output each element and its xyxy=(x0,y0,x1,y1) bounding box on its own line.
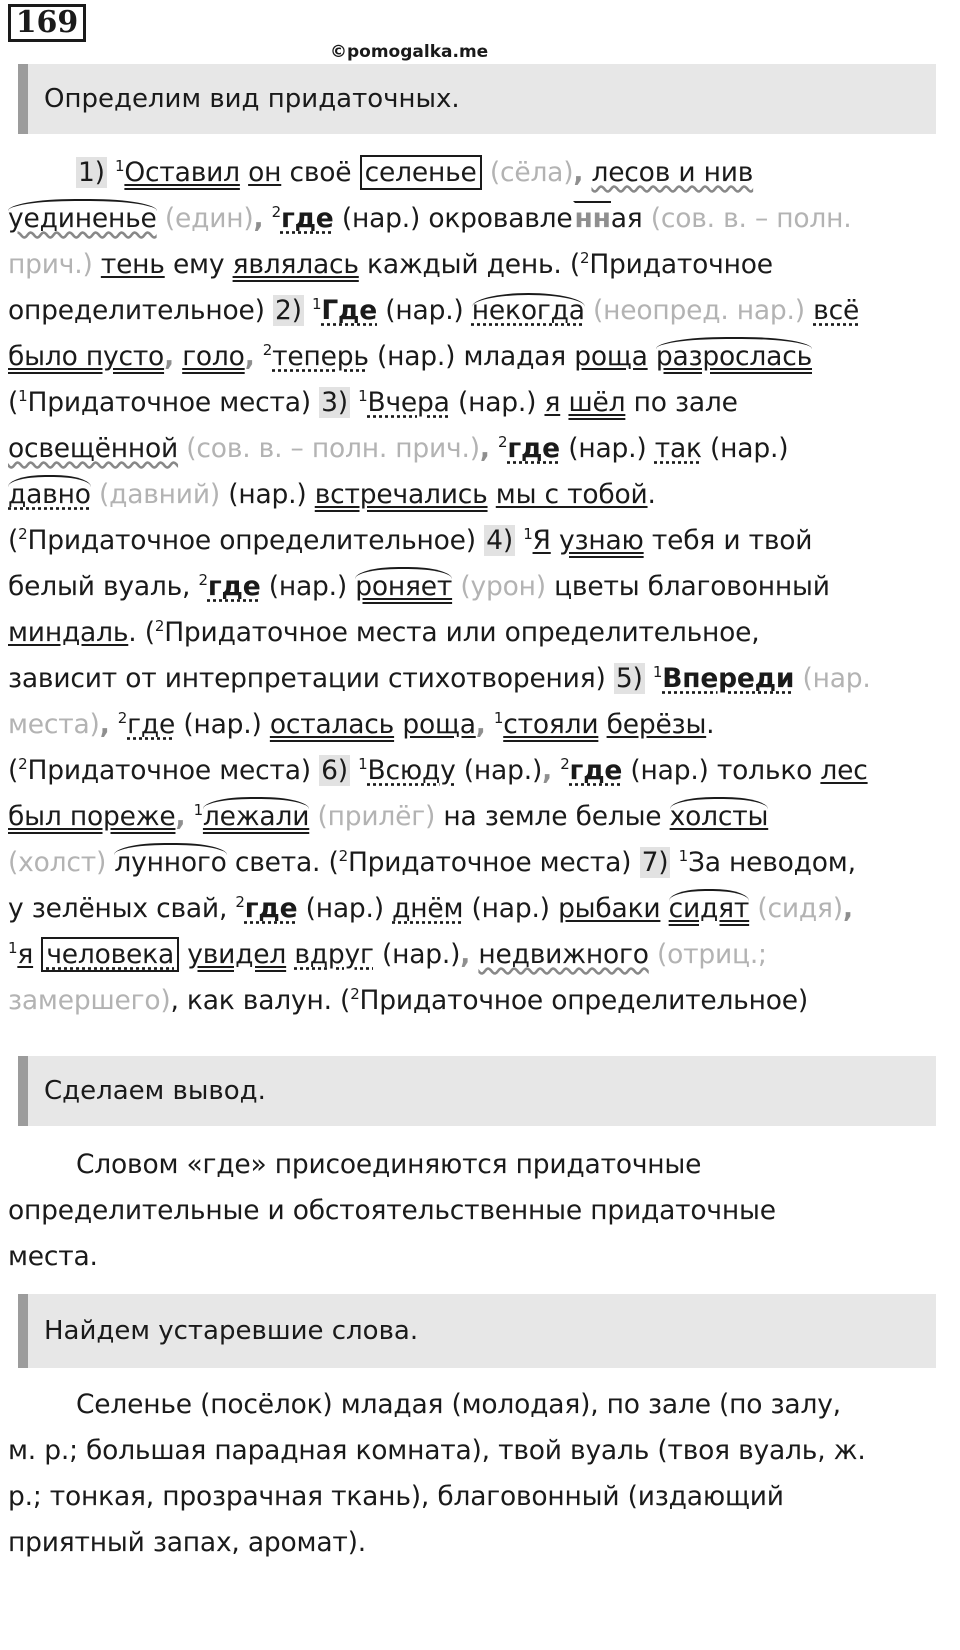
conjunctive-word: где xyxy=(127,709,176,740)
check-word: (сёла) xyxy=(489,157,574,188)
word: недвижного xyxy=(478,939,649,970)
clause-index: 1 xyxy=(358,755,368,774)
analysis-line xyxy=(8,196,908,242)
word: (нар.) xyxy=(228,479,307,510)
predicate: осталась xyxy=(269,709,395,740)
text-line: Селенье (посёлок) младая (молодая), по зале (по залу, xyxy=(76,1389,841,1420)
analysis-line xyxy=(8,610,908,656)
clause-index: 2 xyxy=(262,341,273,360)
analysis-line xyxy=(8,840,908,886)
item-number: 4) xyxy=(486,525,513,556)
conjunctive-word: где xyxy=(280,203,334,234)
check-word: (един) xyxy=(164,203,254,234)
banner-text: Найдем устаревшие слова. xyxy=(44,1316,419,1346)
word: (нар.) xyxy=(568,433,647,464)
item-number: 6) xyxy=(321,755,348,786)
word: лунного xyxy=(114,843,226,878)
word: . xyxy=(706,709,715,740)
word: определительное) xyxy=(8,295,265,326)
word: ( xyxy=(8,755,19,786)
conjunctive-word: где xyxy=(507,433,560,464)
clause-index: 2 xyxy=(198,571,208,590)
clause-index: 1 xyxy=(493,709,504,728)
word: уединенье xyxy=(8,199,157,234)
clause-index: 2 xyxy=(560,755,570,774)
comma: , xyxy=(479,433,490,464)
word: Придаточное определительное) xyxy=(359,985,808,1016)
clause-index: 2 xyxy=(154,617,165,636)
analysis-line xyxy=(8,242,908,288)
subject: рыбаки xyxy=(558,893,661,924)
subject: берёзы xyxy=(606,709,707,740)
word: Всюду xyxy=(367,755,456,786)
word: давно xyxy=(8,475,91,510)
comma: , xyxy=(842,893,853,924)
clause-index: 1 xyxy=(523,525,533,544)
spelling-highlight: нн xyxy=(574,203,611,234)
clause-index: 2 xyxy=(18,755,28,774)
predicate: был пореже xyxy=(8,801,176,832)
text-line: места. xyxy=(8,1241,98,1272)
word: так xyxy=(654,433,702,464)
analysis-line xyxy=(8,426,908,472)
analysis-line xyxy=(8,702,908,748)
word: Придаточное места) xyxy=(347,847,632,878)
word: лесов и нив xyxy=(591,157,754,188)
exercise-number: 169 xyxy=(8,4,86,42)
check-word: (нар. xyxy=(802,663,871,694)
subject: холсты xyxy=(670,797,769,832)
check-word: (давний) xyxy=(98,479,220,510)
word: (нар.) xyxy=(710,433,789,464)
word: Придаточное xyxy=(589,249,773,280)
comma: , xyxy=(542,755,552,786)
clause-index: 1 xyxy=(115,157,125,176)
comma: , xyxy=(175,801,186,832)
predicate: разрослась xyxy=(656,337,812,372)
clause-index: 2 xyxy=(350,985,360,1004)
clause-index: 2 xyxy=(18,525,28,544)
subject: я xyxy=(544,387,561,418)
banner-text: Сделаем вывод. xyxy=(44,1076,266,1106)
subject: Я xyxy=(532,525,551,556)
check-word: (сов. в. – полн. прич.) xyxy=(186,433,480,464)
word: . xyxy=(647,479,656,510)
predicate: являлась xyxy=(232,249,359,280)
word: каждый день. ( xyxy=(367,249,580,280)
clause-index: 2 xyxy=(338,847,348,866)
word: зависит от интерпретации стихотворения) xyxy=(8,663,606,694)
comma: , xyxy=(99,709,110,740)
predicate: было пусто xyxy=(8,341,165,372)
clause-index: 1 xyxy=(678,847,688,866)
word: по зале xyxy=(633,387,738,418)
clause-index: 2 xyxy=(497,433,508,452)
subject: миндаль xyxy=(8,617,129,648)
check-word: (холст) xyxy=(8,847,107,878)
word: (нар.) xyxy=(183,709,262,740)
word: теперь xyxy=(272,341,369,372)
clause-index: 1 xyxy=(8,939,18,958)
word: света. ( xyxy=(234,847,339,878)
comma: , xyxy=(475,709,486,740)
word: За неводом, xyxy=(687,847,856,878)
banner-text: Определим вид придаточных. xyxy=(44,84,460,114)
boxed-word: человека xyxy=(41,937,179,972)
subject: я xyxy=(17,939,34,970)
clause-index: 2 xyxy=(235,893,245,912)
conjunctive-word: где xyxy=(569,755,623,786)
clause-index: 2 xyxy=(579,249,590,268)
predicate: роняет xyxy=(355,567,452,602)
section-banner-analysis xyxy=(18,64,936,134)
analysis-line xyxy=(8,656,908,702)
word: (нар.) xyxy=(381,939,461,970)
subject: он xyxy=(248,157,282,188)
word: Впереди xyxy=(662,663,795,694)
subject: мы с тобой xyxy=(495,479,648,510)
boxed-word: селенье xyxy=(360,155,482,190)
comma: , xyxy=(164,341,174,372)
predicate: узнаю xyxy=(559,525,644,556)
item-number: 2) xyxy=(274,295,302,326)
analysis-line xyxy=(8,380,908,426)
word: (нар.) младая xyxy=(376,341,566,372)
clause-index: 1 xyxy=(193,801,203,820)
word: ( xyxy=(8,525,19,556)
word: у зелёных свай, xyxy=(8,893,228,924)
clause-index: 1 xyxy=(358,387,368,406)
clause-index: 1 xyxy=(18,387,28,406)
predicate: голо xyxy=(182,341,245,372)
item-number: 3) xyxy=(321,387,348,418)
analysis-line xyxy=(8,748,908,794)
text-line: приятный запах, аромат). xyxy=(8,1527,366,1558)
check-word: замершего) xyxy=(8,985,171,1016)
check-word: прич.) xyxy=(8,249,93,280)
word: Придаточное определительное) xyxy=(27,525,476,556)
clause-index: 1 xyxy=(312,295,322,314)
word: всё xyxy=(813,295,860,326)
word: ему xyxy=(172,249,225,280)
conclusion-paragraph xyxy=(8,1142,908,1280)
predicate: стояли xyxy=(503,709,599,740)
subject: роща xyxy=(574,341,648,372)
text-line: Словом «где» присоединяются придаточные xyxy=(76,1149,702,1180)
word: на земле белые xyxy=(443,801,662,832)
analysis-line xyxy=(8,978,908,1024)
check-word: (урон) xyxy=(460,571,546,602)
text-line: р.; тонкая, прозрачная ткань), благовонный (издающий xyxy=(8,1481,784,1512)
word: ( xyxy=(8,387,19,418)
subject: тень xyxy=(100,249,165,280)
check-word: (неопред. нар.) xyxy=(592,295,805,326)
predicate: сидят xyxy=(669,889,750,924)
word: цветы благовонный xyxy=(554,571,830,602)
word: Придаточное места) xyxy=(27,387,311,418)
word: освещённой xyxy=(8,433,179,464)
archaic-paragraph xyxy=(8,1382,908,1566)
word: днём xyxy=(392,893,464,924)
predicate: встречались xyxy=(314,479,488,510)
section-banner-archaic xyxy=(18,1294,936,1368)
section-banner-conclusion xyxy=(18,1056,936,1126)
subject: роща xyxy=(402,709,476,740)
word: (нар.) xyxy=(471,893,550,924)
check-word: места) xyxy=(8,709,100,740)
conjunctive-word: где xyxy=(207,571,261,602)
predicate: увидел xyxy=(187,939,287,970)
word: Вчера xyxy=(367,387,450,418)
word: белый вуаль, xyxy=(8,571,191,602)
text-line: определительные и обстоятельственные придаточные xyxy=(8,1195,776,1226)
subject: лес xyxy=(820,755,868,786)
check-word: (отриц.; xyxy=(656,939,767,970)
check-word: (сидя) xyxy=(757,893,843,924)
text-line: м. р.; большая парадная комната), твой вуаль (твоя вуаль, ж. xyxy=(8,1435,866,1466)
word: , как валун. ( xyxy=(170,985,351,1016)
item-number: 5) xyxy=(615,663,643,694)
analysis-line xyxy=(8,932,908,978)
check-word: (прилёг) xyxy=(317,801,436,832)
predicate: Оставил xyxy=(124,157,240,188)
word: ая xyxy=(610,203,643,234)
word: тебя и твой xyxy=(651,525,813,556)
comma: , xyxy=(460,939,471,970)
analysis-line xyxy=(8,794,908,840)
comma: , xyxy=(573,157,584,188)
word: (нар.) окровавле xyxy=(341,203,573,234)
conjunctive-word: Где xyxy=(321,295,378,326)
analysis-line xyxy=(8,886,908,932)
word: . ( xyxy=(128,617,155,648)
analysis-line xyxy=(8,334,908,380)
analysis-line xyxy=(8,288,908,334)
word: Придаточное места) xyxy=(27,755,311,786)
word: своё xyxy=(289,157,352,188)
check-word: (сов. в. – полн. xyxy=(650,203,852,234)
word: (нар.) xyxy=(305,893,384,924)
predicate: шёл xyxy=(568,387,626,418)
word: Придаточное места или определительное, xyxy=(164,617,760,648)
word: (нар.) xyxy=(385,295,464,326)
word: (нар.) только xyxy=(630,755,813,786)
predicate: лежали xyxy=(203,797,309,832)
analysis-line xyxy=(8,150,908,196)
word: (нар.) xyxy=(463,755,543,786)
word: (нар.) xyxy=(268,571,348,602)
item-number: 7) xyxy=(641,847,669,878)
item-number: 1) xyxy=(78,157,105,188)
word: (нар.) xyxy=(457,387,537,418)
conjunctive-word: где xyxy=(244,893,298,924)
clause-index: 1 xyxy=(652,663,663,682)
analysis-line xyxy=(8,472,908,518)
analysis-paragraph xyxy=(8,150,908,1024)
word: вдруг xyxy=(294,939,374,970)
watermark: ©pomogalka.me xyxy=(330,42,489,62)
analysis-line xyxy=(8,518,908,564)
comma: , xyxy=(253,203,264,234)
clause-index: 2 xyxy=(271,203,281,222)
analysis-line xyxy=(8,564,908,610)
comma: , xyxy=(244,341,255,372)
clause-index: 2 xyxy=(117,709,128,728)
word: некогда xyxy=(471,295,585,326)
